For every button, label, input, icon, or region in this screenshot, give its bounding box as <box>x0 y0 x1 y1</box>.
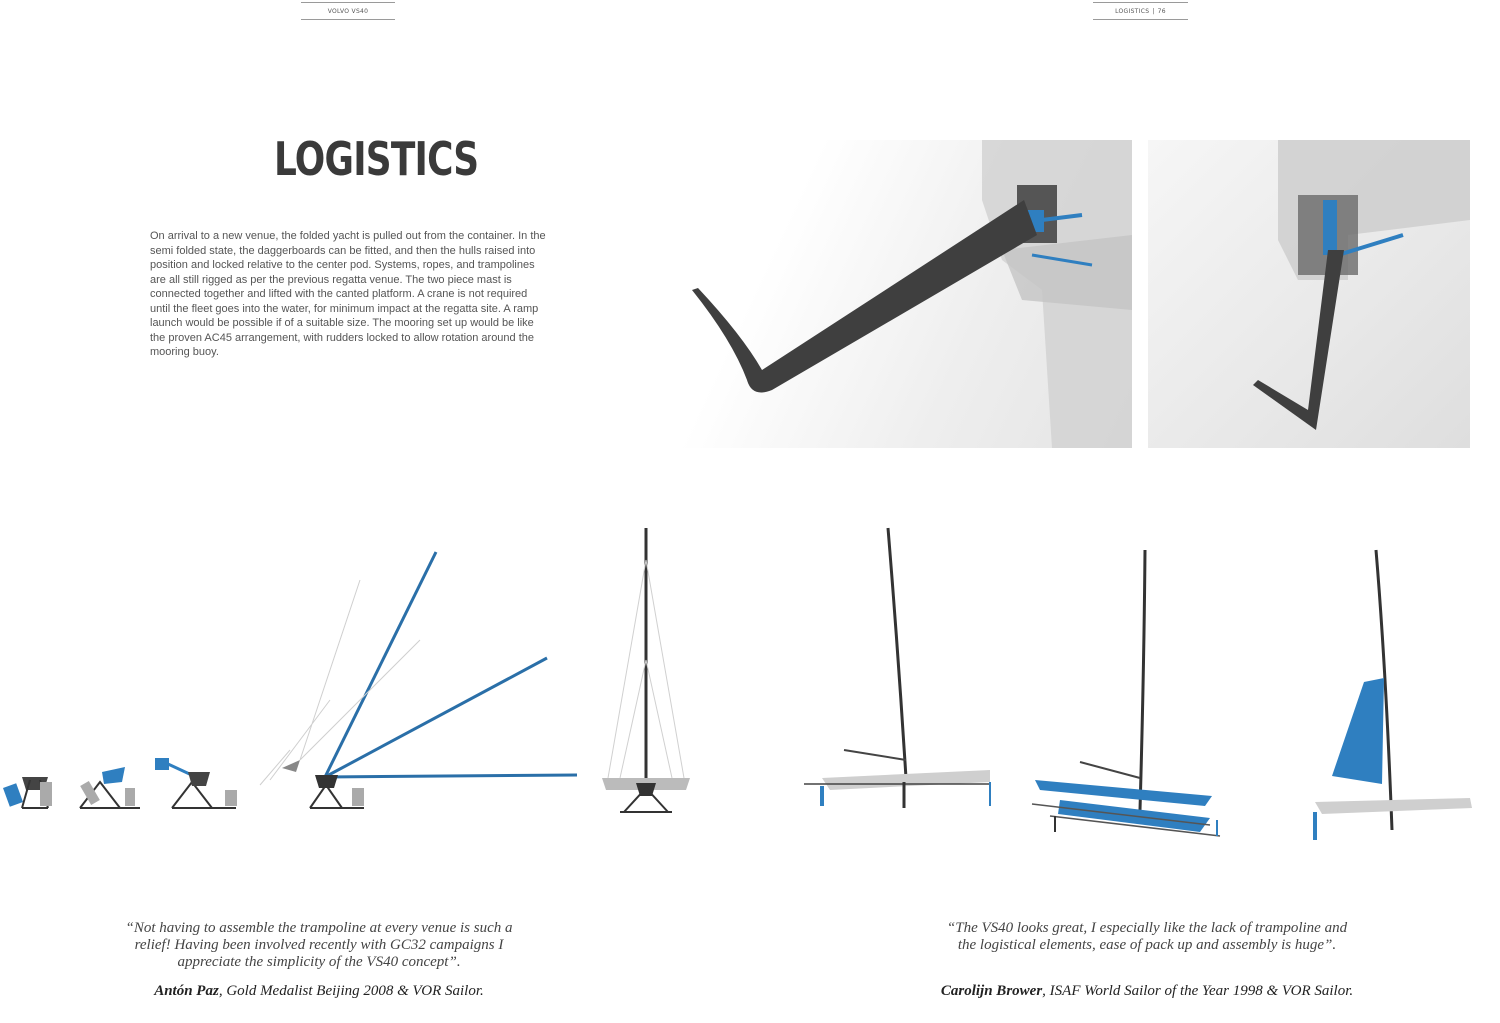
hull-grey-right <box>125 788 135 806</box>
stage-hull-raising-2 <box>155 758 237 808</box>
quote-author-role: , Gold Medalist Beijing 2008 & VOR Sailor. <box>218 983 484 999</box>
daggerboard-render-extended <box>672 140 1132 448</box>
mast <box>888 528 906 778</box>
page-title: LOGISTICS <box>274 132 479 186</box>
running-head-left <box>301 2 395 20</box>
hull-blue <box>102 767 125 784</box>
running-head-right <box>1093 2 1188 20</box>
hull <box>1315 798 1472 814</box>
page-number: 76 <box>1157 7 1166 15</box>
rigging-lines <box>260 580 420 785</box>
daggerboard-render-retracted <box>1148 140 1470 448</box>
quote-anton-paz: “Not having to assemble the trampoline at every venue is such a relief! Having been involved recently with GC32 campaigns I appreciate the simplicity of the VS40 concept”. <box>125 920 513 970</box>
quote-author: Antón Paz <box>154 983 219 999</box>
mast <box>1140 550 1145 810</box>
pod <box>636 783 656 796</box>
running-head-separator: | <box>1152 7 1155 15</box>
quote-author-role: , ISAF World Sailor of the Year 1998 & VOR Sailor. <box>1042 983 1354 999</box>
daggerboard-foil <box>692 200 1037 392</box>
mainsail <box>1332 678 1384 784</box>
running-head-left-text: VOLVO VS40 <box>327 7 369 15</box>
folded-hull-left <box>3 783 23 807</box>
quote-author: Carolijn Brower <box>940 983 1043 999</box>
stage-side-view-rigged <box>804 528 990 808</box>
mast-position-3 <box>325 775 577 777</box>
running-head-section: LOGISTICS <box>1115 7 1150 15</box>
boom <box>844 750 906 760</box>
mast-position-1 <box>325 552 436 777</box>
stage-perspective-view <box>1032 550 1220 836</box>
daggerboard-mechanism <box>1323 200 1337 255</box>
attribution-carolijn-brower <box>940 982 1354 1001</box>
hull-grey <box>225 790 237 806</box>
assembly-sequence-diagram <box>0 520 1500 850</box>
folded-hull-right <box>40 782 52 806</box>
hull-grey-right <box>352 788 364 806</box>
boom <box>1080 762 1140 778</box>
stage-folded-pod <box>3 777 52 808</box>
stage-side-view-with-sail <box>1315 550 1472 840</box>
stage-mast-lifting <box>260 552 577 808</box>
attribution-anton-paz <box>118 982 520 1001</box>
quote-carolijn-brower: “The VS40 looks great, I especially like the lack of trampoline and the logistical elements, ease of pack up and assembly is huge”. <box>946 920 1348 953</box>
mast-position-2 <box>325 658 547 777</box>
hull-grey <box>282 760 300 772</box>
stage-hull-raising-1 <box>80 767 140 808</box>
stage-rigged-front-view <box>602 528 690 812</box>
intro-paragraph: On arrival to a new venue, the folded yacht is pulled out from the container. In the semi folded state, the daggerboards can be fitted, and then the hulls raised into position and locked relative to the center pod. Systems, ropes, and trampolines are all still rigged as per the previous regatta venue. The two piece mast is connected together and lifted with the canted platform. A crane is not required until the fleet goes into the water, for minimum impact at the regatta site. A ramp launch would be possible if of a suitable size. The mooring set up would be like the proven AC45 arrangement, with rudders locked to allow rotation around the mooring buoy. <box>150 230 546 358</box>
daggerboard-render-retracted-illustration <box>1148 140 1470 448</box>
daggerboard-render-extended-illustration <box>672 140 1132 448</box>
hull-blue <box>155 758 169 770</box>
